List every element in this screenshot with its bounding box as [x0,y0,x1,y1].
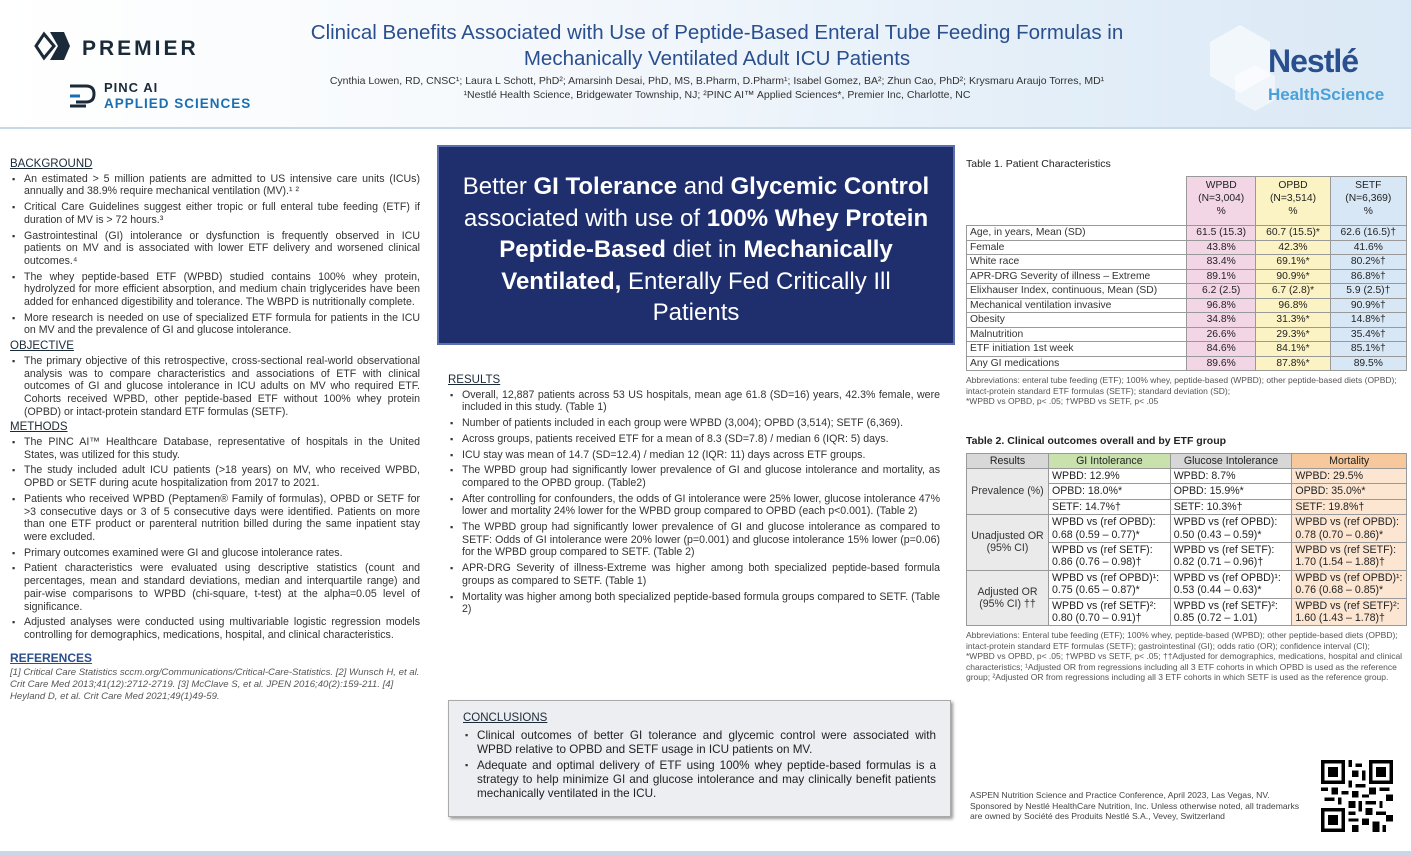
table-cell: 31.3%* [1256,313,1330,328]
key-message-text: diet in [665,236,744,263]
list-item: ▪ ICU stay was mean of 14.7 (SD=12.4) / median 12 (IQR: 11) days across ETF groups. [448,449,940,462]
table-row [967,570,1407,598]
list-item: ▪ After controlling for confounders, the odds of GI intolerance were 25% lower, glucose intolerance 47% lower and mortality 24% lower for the WPBD group compared to OPBD (each p<0.001). (Table 2) [448,493,940,518]
row-label: Malnutrition [967,327,1187,342]
right-column [966,158,1411,683]
list-item: ▪ Critical Care Guidelines suggest either tropic or full enteral tube feeding (ETF) if duration of MV is > 72 hours.³ [10,201,420,226]
table-cell: WPBD vs (ref OPBD): 0.78 (0.70 – 0.86)* [1292,515,1407,543]
table-cell: WPBD vs (ref OPBD)¹: 0.75 (0.65 – 0.87)* [1049,570,1171,598]
table-cell: WPBD vs (ref SETF): 0.86 (0.76 – 0.98)† [1049,542,1171,570]
bottom-bar [0,851,1411,855]
table-header-row [967,453,1407,468]
header-glucose-intolerance: Glucose Intolerance [1170,453,1292,468]
header-mortality: Mortality [1292,453,1407,468]
poster-header [0,0,1411,129]
table1-notes: Abbreviations: enteral tube feeding (ETF); 100% whey, peptide-based (WPBD); other peptide-based diets (OPBD); intact-protein standard ETF formulas (SETF); standard deviation (SD); *WPBD vs OPBD, p< .05; †WPBD vs SETF, p< .05 [966,375,1397,406]
table-cell: SETF: 19.8%† [1292,499,1407,514]
table-cell: 35.4%† [1330,327,1406,342]
objective-heading: OBJECTIVE [10,340,74,353]
conference-footer: ASPEN Nutrition Science and Practice Conference, April 2023, Las Vegas, NV. Sponsored by Nestlé HealthCare Nutrition, Inc. Unless otherwise noted, all trademarks are owned by Société des Produits Nestlé S.A., Vevey, Switzerland [970,790,1300,821]
list-item: ▪ An estimated > 5 million patients are admitted to US intensive care units (ICUs) annually and 38.9% require mechanical ventilation (MV).¹ ² [10,173,420,198]
table-cell: 84.6% [1187,342,1256,357]
header-gi-intolerance: GI Intolerance [1049,453,1171,468]
references-text: [1] Critical Care Statistics sccm.org/Communications/Critical-Care-Statistics. [2] Wunsch H, et al. Crit Care Med 2013;41(12):2712-2719. [3] McClave S, et al. JPEN 2016;40(2):159-211. [4] Heyland D, et al. Crit Care Med 2021;49(1)49-59. [10,667,420,703]
table-cell: WPBD vs (ref OPBD)¹: 0.76 (0.68 – 0.85)* [1292,570,1407,598]
background-heading: BACKGROUND [10,158,93,170]
table-cell: 41.6% [1330,240,1406,255]
table-cell: 85.1%† [1330,342,1406,357]
row-label: Unadjusted OR (95% CI) [967,515,1049,571]
list-item: ▪ Adjusted analyses were conducted using multivariable logistic regression models controlling for demographics, medications, hospital, and clinical characteristics. [10,616,420,641]
nestle-logo-text: Nestlé [1268,43,1359,79]
table2-caption: Table 2. Clinical outcomes overall and by ETF group [966,434,1227,447]
table-row [967,313,1407,328]
list-item: ▪ Mortality was higher among both specialized peptide-based formula groups compared to SETF. (Table 2) [448,591,940,616]
results-section [448,371,940,619]
list-item: ▪ The WPBD group had significantly lower prevalence of GI and glucose intolerance and mortality, as compared to the OPBD group. (Table2) [448,464,940,489]
table-cell: WPBD: 29.5% [1292,468,1407,483]
list-item: ▪ The WPBD group had significantly lower prevalence of GI and glucose intolerance as compared to SETF: Odds of GI intolerance were 20% lower (p=0.001) and glucose intolerance 15% lower (p=0.06) for the WPBD group compared to SETF. (Table 2) [448,521,940,559]
row-label: Age, in years, Mean (SD) [967,226,1187,241]
table-cell: 43.8% [1187,240,1256,255]
list-item: ▪ Patients who received WPBD (Peptamen® Family of formulas), OPBD or SETF for >3 consecutive days or 3 of 5 consecutive days were identified. Patients on more than one ETF product or parenteral nutrition billed during the same inpatient stay were excluded. [10,493,420,544]
table-cell: WPBD vs (ref OPBD): 0.68 (0.59 – 0.77)* [1049,515,1171,543]
row-label: Mechanical ventilation invasive [967,298,1187,313]
table-cell: 62.6 (16.5)† [1330,226,1406,241]
background-list [10,173,420,337]
key-message-bold: 100% Whey Protein Peptide-Based [499,204,929,263]
key-message-text: associated with use of [463,204,707,232]
table-cell: 83.4% [1187,255,1256,270]
table-cell: 34.8% [1187,313,1256,328]
table-row [967,255,1407,270]
table-cell: WPBD: 8.7% [1170,468,1292,483]
conclusions-list [463,729,936,801]
header-results: Results [967,453,1049,468]
table-row [967,327,1407,342]
methods-heading: METHODS [10,421,68,434]
table-cell: 96.8% [1187,298,1256,313]
table-row [967,468,1407,483]
row-label: Obesity [967,313,1187,328]
table-row [967,240,1407,255]
table-cell: OPBD: 35.0%* [1292,484,1407,499]
table-cell: WPBD: 12.9% [1049,468,1171,483]
poster-title: Clinical Benefits Associated with Use of Peptide-Based Enteral Tube Feeding Formulas in Mechanically Ventilated Adult ICU Patients [310,21,1124,70]
table-cell: WPBD vs (ref SETF): 0.82 (0.71 – 0.96)† [1170,542,1292,570]
key-message-text: Enterally Fed Critically Ill Patients [621,267,891,326]
table-cell: WPBD vs (ref SETF)²: 1.60 (1.43 – 1.78)† [1292,598,1407,626]
row-label: Any GI medications [967,356,1187,371]
table-cell: WPBD vs (ref OPBD): 0.50 (0.43 – 0.59)* [1170,515,1292,543]
qr-code-icon [1321,760,1393,832]
list-item: ▪ Adequate and optimal delivery of ETF using 100% whey peptide-based formulas is a strategy to help minimize GI and glucose intolerance and may clinically benefit patients mechanically ventilated in the ICU. [463,759,936,800]
methods-list [10,436,420,642]
list-item: ▪ Gastrointestinal (GI) intolerance or dysfunction is frequently observed in ICU patients on MV and is associated with lower ETF delivery and worsened clinical outcomes.⁴ [10,230,420,268]
table2-notes: Abbreviations: Enteral tube feeding (ETF); 100% whey, peptide-based (WPBD); other peptide-based diets (OPBD); intact-protein standard ETF formulas (SETF); gastrointestinal (GI); odds ratio (OR); confidence interval (CI); *WPBD vs OPBD, p< .05; †WPBD vs SETF, p< .05; ††Adjusted for demographics, medications, hospital and clinical characteristics; ¹Adjusted OR from regressions including all 3 ETF cohorts in which OPBD is used as the reference group; ²Adjusted OR from regressions including all 3 ETF cohorts in which SETF is used as the reference group. [966,630,1403,683]
table-cell: 96.8% [1256,298,1330,313]
patient-characteristics-table [966,176,1407,371]
pinc-logo-text: PINC AI [104,80,159,95]
table-cell: WPBD vs (ref OPBD)¹: 0.53 (0.44 – 0.63)* [1170,570,1292,598]
header-setf: SETF (N=6,369) % [1330,177,1406,226]
table-cell: 42.3% [1256,240,1330,255]
objective-list [10,355,420,419]
key-message-box [437,145,955,345]
table-cell: 6.2 (2.5) [1187,284,1256,299]
row-label: Elixhauser Index, continuous, Mean (SD) [967,284,1187,299]
table-cell: WPBD vs (ref SETF)²: 0.80 (0.70 – 0.91)† [1049,598,1171,626]
pinc-logo-subtext: APPLIED SCIENCES [104,96,252,111]
table-row [967,226,1407,241]
list-item: ▪ Clinical outcomes of better GI tolerance and glycemic control were associated with WPBD relative to OPBD and SETF usage in ICU patients on MV. [463,729,936,757]
list-item: ▪ Across groups, patients received ETF for a mean of 8.3 (SD=7.8) / median 6 (IQR: 5) days. [448,433,940,446]
table-cell: 14.8%† [1330,313,1406,328]
author-affiliations: ¹Nestlé Health Science, Bridgewater Township, NJ; ²PINC AI™ Applied Sciences*, Premier Inc, Charlotte, NC [463,89,971,101]
row-label: APR-DRG Severity of illness – Extreme [967,269,1187,284]
list-item: ▪ More research is needed on use of specialized ETF formula for patients in the ICU on MV and the prevalence of GI and glucose intolerance. [10,312,420,337]
table1-caption: Table 1. Patient Characteristics [966,158,1111,170]
results-heading: RESULTS [448,374,501,386]
row-label: Female [967,240,1187,255]
table-cell: 87.8%* [1256,356,1330,371]
table-cell: 90.9%† [1330,298,1406,313]
list-item: ▪ Primary outcomes examined were GI and glucose intolerance rates. [10,547,420,560]
table-cell: 29.3%* [1256,327,1330,342]
table-cell: 89.6% [1187,356,1256,371]
table-cell: 84.1%* [1256,342,1330,357]
row-label: ETF initiation 1st week [967,342,1187,357]
list-item: ▪ The whey peptide-based ETF (WPBD) studied contains 100% whey protein, hydrolyzed for more efficient absorption, and medium chain triglycerides have been added for enhanced digestibility and tolerance. The WBPD is nutritionally complete. [10,271,420,309]
table-cell: 60.7 (15.5)* [1256,226,1330,241]
pinc-logo-icon [66,82,98,110]
list-item: ▪ The PINC AI™ Healthcare Database, representative of hospitals in the United States, was utilized for this study. [10,436,420,461]
table-corner [967,177,1187,226]
left-column [10,155,420,703]
clinical-outcomes-table [966,453,1407,627]
table-cell: OPBD: 15.9%* [1170,484,1292,499]
table-cell: 80.2%† [1330,255,1406,270]
table-row [967,284,1407,299]
list-item: ▪ The primary objective of this retrospective, cross-sectional real-world observational analysis was to compare characteristics and associations of ETF with clinical outcomes of GI and glucose intolerance in ICU adults on MV who required ETF. Cohorts received WPBD, other peptide-based ETF without 100% whey protein (OPBD) or intact-protein standard ETF formulas (SETF). [10,355,420,419]
list-item: ▪ Overall, 12,887 patients across 53 US hospitals, mean age 61.8 (SD=16) years, 42.3% female, were included in this study. (Table 1) [448,389,940,414]
key-message-bold: Glycemic Control [730,173,930,200]
list-item: ▪ Number of patients included in each group were WPBD (3,004); OPBD (3,514); SETF (6,369). [448,417,940,430]
conclusions-box [448,700,951,817]
row-label: White race [967,255,1187,270]
key-message-text: and [677,173,731,200]
table-cell: WPBD vs (ref SETF)²: 0.85 (0.72 – 1.01) [1170,598,1292,626]
table-cell: 89.5% [1330,356,1406,371]
key-message-bold: GI Tolerance [533,173,678,200]
table-cell: WPBD vs (ref SETF): 1.70 (1.54 – 1.88)† [1292,542,1407,570]
results-list [448,389,940,616]
table-cell: 6.7 (2.8)* [1256,284,1330,299]
key-message-bold: Mechanically Ventilated, [501,236,893,295]
list-item: ▪ APR-DRG Severity of illness-Extreme was higher among both specialized peptide-based formula groups as compared to SETF. (Table 1) [448,562,940,587]
row-label: Prevalence (%) [967,468,1049,514]
table-row [967,298,1407,313]
conclusions-heading: CONCLUSIONS [463,712,548,724]
premier-logo-text: PREMIER [82,37,199,60]
table-cell: SETF: 10.3%† [1170,499,1292,514]
table-row [967,356,1407,371]
table-header-row [967,177,1407,226]
table-cell: 86.8%† [1330,269,1406,284]
key-message-text: Better [462,173,534,200]
poster-authors [262,74,1172,102]
list-item: ▪ Patient characteristics were evaluated using descriptive statistics (count and percentages, mean and standard deviations, median and interquartile range) and pair-wise comparisons to WPBD (chi-square, t-test) at the alpha=0.05 level of significance. [10,562,420,613]
table-cell: 26.6% [1187,327,1256,342]
table-cell: SETF: 14.7%† [1049,499,1171,514]
table-row [967,515,1407,543]
row-label: Adjusted OR (95% CI) †† [967,570,1049,626]
table-cell: OPBD: 18.0%* [1049,484,1171,499]
table-row [967,269,1407,284]
references-heading: REFERENCES [10,650,93,665]
nestle-healthscience-text: HealthScience [1268,85,1385,104]
table-cell: 89.1% [1187,269,1256,284]
header-wpbd: WPBD (N=3,004) % [1187,177,1256,226]
table-cell: 61.5 (15.3) [1187,226,1256,241]
table-cell: 90.9%* [1256,269,1330,284]
list-item: ▪ The study included adult ICU patients (>18 years) on MV, who received WPBD, OPBD or SETF during acute hospitalization from 2017 to 2021. [10,464,420,489]
table-row [967,342,1407,357]
header-opbd: OPBD (N=3,514) % [1256,177,1330,226]
author-list: Cynthia Lowen, RD, CNSC¹; Laura L Schott, PhD²; Amarsinh Desai, PhD, MS, B.Pharm, D.Pharm¹; Isabel Gomez, BA²; Zhun Cao, PhD²; Krysmaru Araujo Torres, MD¹ [329,75,1105,87]
table-cell: 5.9 (2.5)† [1330,284,1406,299]
table-cell: 69.1%* [1256,255,1330,270]
